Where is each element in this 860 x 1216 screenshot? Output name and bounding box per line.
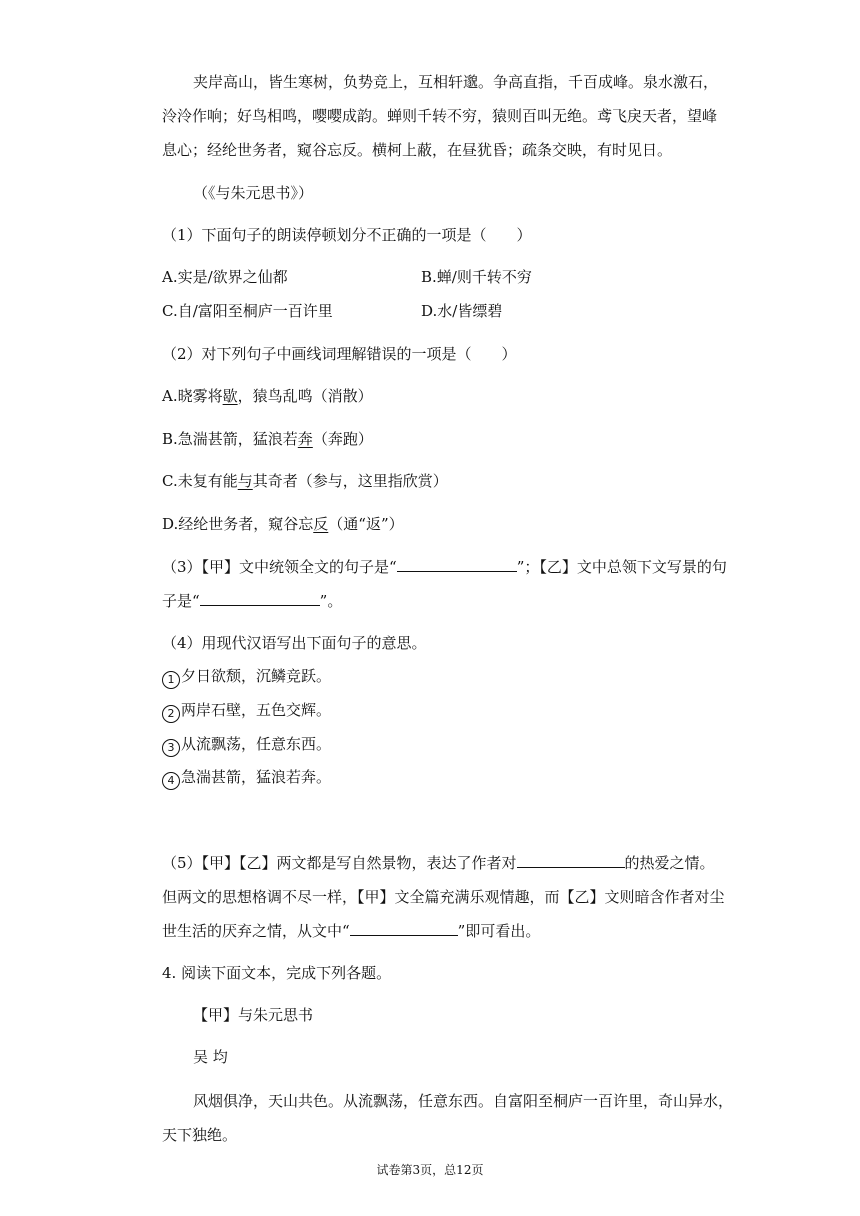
option-d: D.水/皆缥碧 <box>421 302 503 320</box>
options-row <box>162 267 762 287</box>
sub-item <box>162 700 331 723</box>
sub-item-text: 从流飘荡，任意东西。 <box>181 735 332 753</box>
question-line <box>162 853 715 873</box>
sub-item-text: 夕日欲颓，沉鳞竞跃。 <box>181 667 332 685</box>
question-line <box>162 921 540 941</box>
question-text: ”即可看出。 <box>457 922 541 940</box>
question-text: ”。 <box>319 592 343 610</box>
option-d <box>162 514 404 534</box>
option-text: D.经纶世务者，窥谷忘 <box>162 515 314 533</box>
answer-blank[interactable] <box>397 557 517 572</box>
underlined-word: 反 <box>313 515 329 533</box>
option-text: B.急湍甚箭，猛浪若 <box>162 430 298 448</box>
page-footer: 试卷第3页，总12页 <box>376 1163 484 1177</box>
circled-number: 3 <box>162 739 180 757</box>
options-row <box>162 301 762 321</box>
answer-blank[interactable] <box>200 591 320 606</box>
passage-line: 天下独绝。 <box>162 1126 238 1144</box>
option-a: A.实是/欲界之仙都 <box>162 268 288 286</box>
sub-item <box>162 767 331 790</box>
underlined-word: 歇 <box>222 387 238 405</box>
passage-line: 风烟俱净，天山共色。从流飘荡，任意东西。自富阳至桐庐一百许里，奇山异水， <box>193 1092 734 1110</box>
answer-blank[interactable] <box>517 853 625 868</box>
question-text: （5）【甲】【乙】两文都是写自然景物，表达了作者对 <box>162 854 517 872</box>
question-stem: （2）对下列句子中画线词理解错误的一项是（ ） <box>162 345 517 363</box>
sub-item <box>162 666 331 689</box>
circled-number: 1 <box>162 671 180 689</box>
option-text: （奔跑） <box>312 430 373 448</box>
circled-number: 2 <box>162 705 180 723</box>
sub-item <box>162 734 331 757</box>
option-b <box>162 429 373 449</box>
sub-item-text: 两岸石壁，五色交辉。 <box>181 701 332 719</box>
passage-line: 夹岸高山，皆生寒树，负势竞上，互相轩邈。争高直指，千百成峰。泉水激石， <box>193 73 719 91</box>
question-line: 但两文的思想格调不尽一样，【甲】文全篇充满乐观情趣，而【乙】文则暗含作者对尘 <box>162 888 725 906</box>
question-text: 子是“ <box>162 592 200 610</box>
question-line <box>162 591 342 611</box>
text-heading: 【甲】与朱元思书 <box>193 1006 314 1024</box>
text-author: 吴 均 <box>193 1048 228 1066</box>
question-stem: （1）下面句子的朗读停顿划分不正确的一项是（ ） <box>162 226 532 244</box>
question-stem: （4）用现代汉语写出下面句子的意思。 <box>162 634 427 652</box>
question-text: 世生活的厌弃之情，从文中“ <box>162 922 350 940</box>
passage-source: （《与朱元思书》） <box>193 184 314 202</box>
question-line <box>162 557 727 577</box>
option-a <box>162 386 373 406</box>
passage-line: 泠泠作响；好鸟相鸣，嘤嘤成韵。蝉则千转不穷，猿则百叫无绝。鸢飞戾天者，望峰 <box>162 107 718 125</box>
option-text: ，猿鸟乱鸣（消散） <box>237 387 373 405</box>
option-text: C.未复有能 <box>162 472 238 490</box>
option-text: （通“返”） <box>328 515 404 533</box>
option-text: 其奇者（参与，这里指欣赏） <box>252 472 448 490</box>
question-text: （3）【甲】文中统领全文的句子是“ <box>162 558 397 576</box>
passage-line: 息心；经纶世务者，窥谷忘反。横柯上蔽，在昼犹昏；疏条交映，有时见日。 <box>162 141 673 159</box>
question-text: ”；【乙】文中总领下文写景的句 <box>516 558 727 576</box>
option-b: B.蝉/则千转不穷 <box>421 268 532 286</box>
sub-item-text: 急湍甚箭，猛浪若奔。 <box>181 768 332 786</box>
underlined-word: 与 <box>237 472 253 490</box>
circled-number: 4 <box>162 772 180 790</box>
option-text: A.晓雾将 <box>162 387 223 405</box>
option-c: C.自/富阳至桐庐一百许里 <box>162 302 333 320</box>
section-title: 4. 阅读下面文本，完成下列各题。 <box>162 964 392 982</box>
question-text: 的热爱之情。 <box>624 854 715 872</box>
answer-blank[interactable] <box>350 921 458 936</box>
option-c <box>162 471 448 491</box>
underlined-word: 奔 <box>297 430 313 448</box>
